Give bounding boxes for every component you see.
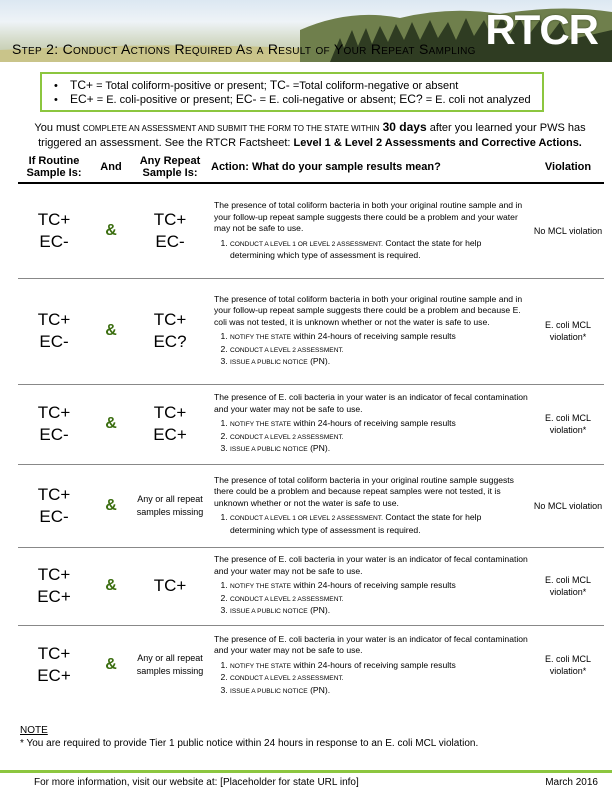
repeat-missing: Any or all repeat samples missing [136,493,204,517]
rtcr-logo: RTCR [485,6,598,53]
legend-symbol: EC? [399,92,423,106]
action-rest: Contact the state for help determining which type of assessment is required. [230,237,482,260]
factsheet-title: Level 1 & Level 2 Assessments and Corrective Actions. [293,137,582,149]
action-smallcaps: NOTIFY THE STATE [230,421,292,429]
action-item [230,238,528,262]
and-cell [90,278,132,384]
repeat-ec: EC+ [153,425,187,444]
bullet-icon: • [54,94,58,106]
ampersand: & [105,221,117,239]
repeat-tc: TC+ [153,209,187,229]
routine-ec: EC+ [37,666,71,686]
action-smallcaps: ISSUE A PUBLIC NOTICE [230,446,308,454]
action-rest: (PN). [307,356,331,366]
action-smallcaps: ISSUE A PUBLIC NOTICE [230,359,308,366]
header-routine: If Routine Sample Is: [18,152,90,183]
legend-line-ec [54,92,531,107]
action-rest: within 24-hours of receiving sample results [291,580,456,591]
action-item [230,580,528,593]
violation-cell: E. coli MCL violation* [532,547,604,625]
repeat-cell [132,625,208,705]
routine-tc: TC+ [37,310,71,329]
legend-symbol: TC+ [70,78,94,92]
repeat-tc: TC+ [153,576,187,595]
routine-ec: EC- [39,506,69,526]
action-item [230,443,528,456]
note-heading: NOTE [20,725,48,736]
header-violation: Violation [532,152,604,183]
violation-cell: E. coli MCL violation* [532,625,604,705]
action-smallcaps: CONDUCT A LEVEL 2 ASSESSMENT. [230,433,344,441]
violation-cell: E. coli MCL violation* [532,278,604,384]
action-rest: (PN). [307,684,331,695]
action-cell [208,464,532,547]
and-cell [90,183,132,278]
routine-tc: TC+ [37,565,71,584]
note-section [20,724,478,750]
routine-ec: EC+ [37,587,71,606]
routine-ec: EC- [39,332,69,351]
repeat-cell [132,384,208,464]
action-smallcaps: NOTIFY THE STATE [230,662,292,670]
action-cell [208,183,532,278]
table-row [18,464,604,547]
ampersand: & [105,496,117,514]
repeat-cell [132,183,208,278]
table-header-row [18,152,604,183]
table-row [18,384,604,464]
footer-website: For more information, visit our website at: [Placeholder for state URL info] [34,777,359,788]
ampersand: & [105,415,117,432]
repeat-cell [132,547,208,625]
action-item [230,672,528,685]
legend-text: = Total coliform-positive or present; [93,80,270,92]
intro-smallcaps: COMPLETE AN ASSESSMENT AND SUBMIT THE FORM TO THE STATE WITHIN [82,124,380,133]
intro-text [20,120,600,150]
action-smallcaps: CONDUCT A LEVEL 1 OR LEVEL 2 ASSESSMENT. [230,240,383,248]
action-text: The presence of total coliform bacteria in both your original routine sample and in your follow-up repeat sample suggests there could be a problem and your water may not be safe to use. [214,200,523,233]
actions-table [18,152,604,705]
routine-tc: TC+ [37,403,71,422]
repeat-tc: TC+ [153,403,187,422]
action-smallcaps: ISSUE A PUBLIC NOTICE [230,687,308,695]
legend-symbol: EC+ [70,92,94,106]
and-cell [90,625,132,705]
action-cell [208,278,532,384]
repeat-missing: Any or all repeat samples missing [136,653,204,677]
routine-cell [18,547,90,625]
routine-cell [18,278,90,384]
legend-text: =Total coliform-negative or absent [289,80,459,92]
table-row [18,547,604,625]
footer-date: March 2016 [545,777,598,788]
legend-text: = E. coli-negative or absent; [256,94,400,106]
action-item [230,512,528,536]
legend-symbol: EC- [235,92,257,106]
action-rest: (PN). [307,443,331,454]
action-cell [208,384,532,464]
routine-cell [18,464,90,547]
action-smallcaps: CONDUCT A LEVEL 2 ASSESSMENT. [230,595,344,603]
action-item [230,593,528,606]
legend-text: = E. coli not analyzed [422,94,531,106]
action-text: The presence of E. coli bacteria in your water is an indicator of fecal contamination and your water may not be safe to use. [214,633,528,655]
action-cell [208,547,532,625]
action-item [230,685,528,698]
routine-tc: TC+ [37,209,71,229]
ampersand: & [105,577,117,594]
footer [0,770,612,795]
action-cell [208,625,532,705]
table-row [18,278,604,384]
routine-tc: TC+ [37,644,71,664]
action-smallcaps: CONDUCT A LEVEL 1 OR LEVEL 2 ASSESSMENT. [230,515,383,523]
routine-cell [18,625,90,705]
routine-ec: EC- [39,231,69,251]
action-item [230,331,528,344]
intro-part: You must [34,122,83,134]
action-item [230,605,528,618]
ampersand: & [105,656,117,674]
action-smallcaps: ISSUE A PUBLIC NOTICE [230,608,308,616]
action-rest: Contact the state for help determining which type of assessment is required. [230,512,482,535]
routine-tc: TC+ [37,484,71,504]
intro-part: after you learned your PWS has triggered an assessment. See the RTCR Factsheet: [38,122,586,149]
action-text: The presence of total coliform bacteria in both your original routine sample and in your follow-up repeat sample suggests there could be a problem and because E. coli was not tested, it is unknown whether or not the water is safe to use. [214,293,523,327]
action-rest: within 24-hours of receiving sample results [291,331,456,341]
action-rest: within 24-hours of receiving sample results [291,659,456,670]
action-smallcaps: NOTIFY THE STATE [230,583,292,591]
table-row [18,183,604,278]
violation-cell: No MCL violation [533,225,603,236]
repeat-ec: EC- [155,231,185,251]
header-repeat: Any Repeat Sample Is: [132,152,208,183]
page-title: Step 2: Conduct Actions Required As a Result of Your Repeat Sampling [12,41,476,57]
ampersand: & [105,322,117,339]
action-text: The presence of total coliform bacteria in your original routine sample suggests there could be a problem and because repeat samples were not tested, it is unknown whether or not the water is safe to use. [214,474,514,508]
routine-cell [18,384,90,464]
routine-cell [18,183,90,278]
legend-box [40,72,544,112]
and-cell [90,384,132,464]
note-text: * You are required to provide Tier 1 public notice within 24 hours in response to an E. coli MCL violation. [20,738,479,749]
action-item [230,356,528,369]
legend-text: = E. coli-positive or present; [93,94,236,106]
action-text: The presence of E. coli bacteria in your water is an indicator of fecal contamination and your water may not be safe to use. [214,554,528,576]
action-item [230,660,528,673]
header-action: Action: What do your sample results mean? [208,152,532,183]
repeat-cell [132,464,208,547]
action-smallcaps: NOTIFY THE STATE [230,334,292,341]
table-row [18,625,604,705]
action-item [230,418,528,431]
repeat-cell [132,278,208,384]
routine-ec: EC- [39,425,69,444]
action-item [230,431,528,444]
action-text: The presence of E. coli bacteria in your water is an indicator of fecal contamination and your water may not be safe to use. [214,392,528,414]
and-cell [90,464,132,547]
action-rest: (PN). [307,605,331,616]
legend-line-tc [54,78,458,93]
action-item [230,344,528,357]
and-cell [90,547,132,625]
violation-cell: E. coli MCL violation* [532,384,604,464]
action-rest: within 24-hours of receiving sample results [291,418,456,429]
intro-days: 30 days [382,120,427,134]
action-smallcaps: CONDUCT A LEVEL 2 ASSESSMENT. [230,675,344,682]
bullet-icon: • [54,80,58,92]
violation-cell: No MCL violation [532,464,604,547]
repeat-tc: TC+ [153,310,187,329]
header-and: And [90,152,132,183]
legend-symbol: TC- [269,78,290,92]
repeat-ec: EC? [153,332,187,351]
action-smallcaps: CONDUCT A LEVEL 2 ASSESSMENT. [230,346,344,354]
